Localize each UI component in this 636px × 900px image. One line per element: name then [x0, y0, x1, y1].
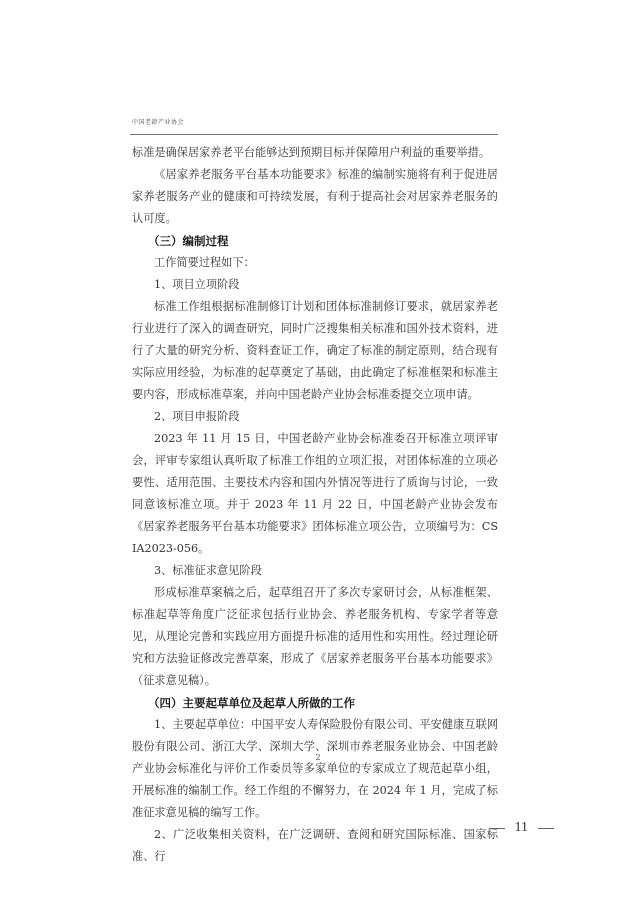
- paragraph: 工作简要过程如下：: [154, 256, 255, 269]
- folio-dash-right: [538, 828, 554, 829]
- paragraph: 1、主要起草单位：中国平安人寿保险股份有限公司、平安健康互联网股份有限公司、浙江大学、深圳大学、深圳市养老服务业协会、中国老龄产业协会标准化与评价工作委员等多家单位的专家成立了规范起草小组，开展标准的编制工作。经工作组的不懈努力，在 2024 年 1 月，完成了标准征求意见稿的编写工作。: [132, 718, 498, 819]
- paragraph: 标准是确保居家养老平台能够达到预期目标并保障用户利益的重要举措。: [132, 146, 491, 159]
- paragraph: 2023 年 11 月 15 日，中国老龄产业协会标准委召开标准立项评审会，评审专家组认真听取了标准工作组的立项汇报，对团体标准的立项必要性、适用范围、主要技术内容和国内外情况等进行了质询与讨论，一致同意该标准立项。并于 2023 年 11 月 22 日，中国老龄产业协会发布《居家养老服务平台基本功能要求》团体标准立项公告，立项编号为：CSIA2023-056。: [132, 432, 498, 555]
- header-rule: [130, 134, 498, 135]
- folio: [489, 820, 554, 836]
- running-header: 中国老龄产业协会: [132, 119, 185, 126]
- page-number-small: 2: [315, 753, 321, 762]
- subheading: 2、项目申报阶段: [154, 410, 240, 423]
- paragraph: 2、广泛收集相关资料，在广泛调研、查阅和研究国际标准、国家标准、行: [132, 828, 498, 863]
- folio-number: 11: [514, 820, 528, 835]
- paragraph: 标准工作组根据标准制修订计划和团体标准制修订要求，就居家养老行业进行了深入的调查研究，同时广泛搜集相关标准和国外技术资料，进行了大量的研究分析、资料查证工作，确定了标准的制定原则，结合现有实际应用经验，为标准的起草奠定了基础，由此确定了标准框架和标准主要内容，形成标准草案，并向中国老龄产业协会标准委提交立项申请。: [132, 300, 498, 401]
- paragraph: 《居家养老服务平台基本功能要求》标准的编制实施将有利于促进居家养老服务产业的健康和可持续发展，有利于提高社会对居家养老服务的认可度。: [132, 168, 498, 225]
- paragraph: 形成标准草案稿之后，起草组召开了多次专家研讨会，从标准框架、标准起草等角度广泛征求包括行业协会、养老服务机构、专家学者等意见，从理论完善和实践应用方面提升标准的适用性和实用性。经过理论研究和方法验证修改完善草案，形成了《居家养老服务平台基本功能要求》（征求意见稿）。: [132, 586, 498, 687]
- subheading: 3、标准征求意见阶段: [154, 564, 262, 577]
- folio-dash-left: [489, 828, 505, 829]
- section-heading: （三）编制过程: [148, 234, 229, 248]
- section-heading: （四）主要起草单位及起草人所做的工作: [148, 696, 355, 710]
- subheading: 1、项目立项阶段: [154, 278, 240, 291]
